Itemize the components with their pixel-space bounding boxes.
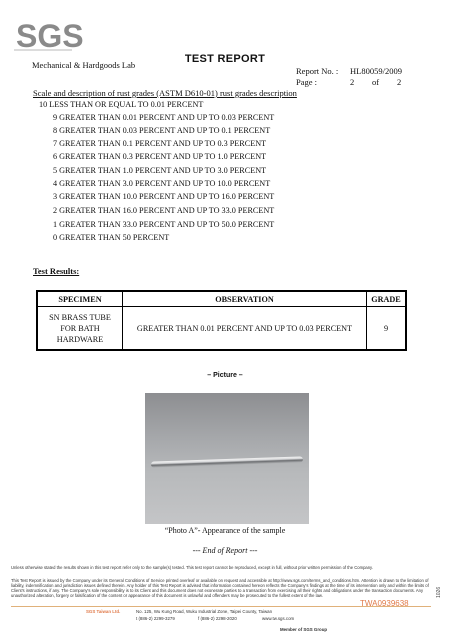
- disclaimer-1: Unless otherwise stated the results shown in this test report refer only to the sample(s) tested. This test report cannot be reproduced, except in full, without prior written permission of the Company.: [11, 565, 374, 570]
- photo-caption: “Photo A”- Appearance of the sample: [164, 526, 286, 535]
- page-total: 2: [397, 77, 402, 87]
- company-name: SGS Taiwan Ltd.: [86, 609, 121, 614]
- column-header-grade: GRADE: [367, 291, 407, 307]
- scale-line: 6 GREATER THAN 0.3 PERCENT AND UP TO 1.0 PERCENT: [53, 152, 267, 161]
- table-row: [37, 307, 406, 351]
- scale-line: 1 GREATER THAN 33.0 PERCENT AND UP TO 50.0 PERCENT: [53, 220, 275, 229]
- page-label: Page :: [296, 77, 318, 87]
- grade-cell: 9: [367, 307, 407, 351]
- page-of: of: [372, 77, 380, 87]
- sgs-logo: [14, 14, 84, 54]
- company-web: www.tw.sgs.com: [262, 616, 295, 621]
- scale-line: 4 GREATER THAN 3.0 PERCENT AND UP TO 10.0 PERCENT: [53, 179, 271, 188]
- page-current: 2: [350, 77, 355, 87]
- scale-line: 3 GREATER THAN 10.0 PERCENT AND UP TO 16.0 PERCENT: [53, 192, 275, 201]
- scale-heading: Scale and description of rust grades (ASTM D610-01) rust grades description: [33, 88, 297, 98]
- results-table: [36, 290, 407, 351]
- side-code: 1026: [436, 586, 442, 598]
- column-header-observation: OBSERVATION: [123, 291, 367, 307]
- report-title: TEST REPORT: [184, 53, 266, 65]
- scale-line: 10 LESS THAN OR EQUAL TO 0.01 PERCENT: [39, 100, 204, 109]
- observation-cell: GREATER THAN 0.01 PERCENT AND UP TO 0.03 PERCENT: [123, 307, 367, 351]
- column-header-specimen: SPECIMEN: [37, 291, 123, 307]
- sample-photo: [145, 393, 309, 524]
- company-fax: f (886-2) 2298-2020: [198, 616, 237, 621]
- scale-line: 0 GREATER THAN 50 PERCENT: [53, 233, 170, 242]
- serial-number: TWA0939638: [360, 599, 409, 608]
- specimen-cell: SN BRASS TUBE FOR BATH HARDWARE: [37, 307, 123, 351]
- disclaimer-2: This Test Report is issued by the Company under its General Conditions of Service printed overleaf or available on request and accessible at http://www.sgs.com/terms_and_conditions.htm. Attention is drawn to the limitation of liability, indemnification and jurisdiction issues defined therein. Any holder of this Test Report is advised that information contained hereon reflects the Company's findings at the time of its intervention only and within the limits of Client's instructions, if any. The Company's sole responsibility is to its Client and this document does not exonerate parties to a transaction from exercising all their rights and obligations under the transaction documents. Any unauthorized alteration, forgery or falsification of the content or appearance of this document is unlawful and offenders may be prosecuted to the fullest extent of the law.: [11, 578, 429, 598]
- report-no-label: Report No. :: [296, 66, 339, 76]
- member-of-sgs: Member of SGS Group: [280, 627, 328, 632]
- logo-wordmark: SGS: [16, 18, 84, 54]
- brass-tube: [151, 456, 303, 467]
- test-results-heading: Test Results:: [33, 266, 80, 276]
- report-no: HL80059/2009: [350, 66, 402, 76]
- end-of-report: --- End of Report ---: [192, 546, 258, 555]
- scale-line: 9 GREATER THAN 0.01 PERCENT AND UP TO 0.03 PERCENT: [53, 113, 275, 122]
- scale-line: 5 GREATER THAN 1.0 PERCENT AND UP TO 3.0 PERCENT: [53, 166, 267, 175]
- scale-line: 8 GREATER THAN 0.03 PERCENT AND UP TO 0.1 PERCENT: [53, 126, 271, 135]
- company-address: No. 125, Wu Kung Road, Wuku Industrial Zone, Taipei County, Taiwan: [136, 609, 273, 614]
- picture-label: – Picture –: [207, 372, 243, 379]
- scale-line: 7 GREATER THAN 0.1 PERCENT AND UP TO 0.3 PERCENT: [53, 139, 267, 148]
- company-phone: t (886-2) 2299-3279: [136, 616, 175, 621]
- lab-name: Mechanical & Hardgoods Lab: [32, 60, 136, 70]
- table-header-row: [37, 291, 406, 307]
- scale-line: 2 GREATER THAN 16.0 PERCENT AND UP TO 33.0 PERCENT: [53, 206, 275, 215]
